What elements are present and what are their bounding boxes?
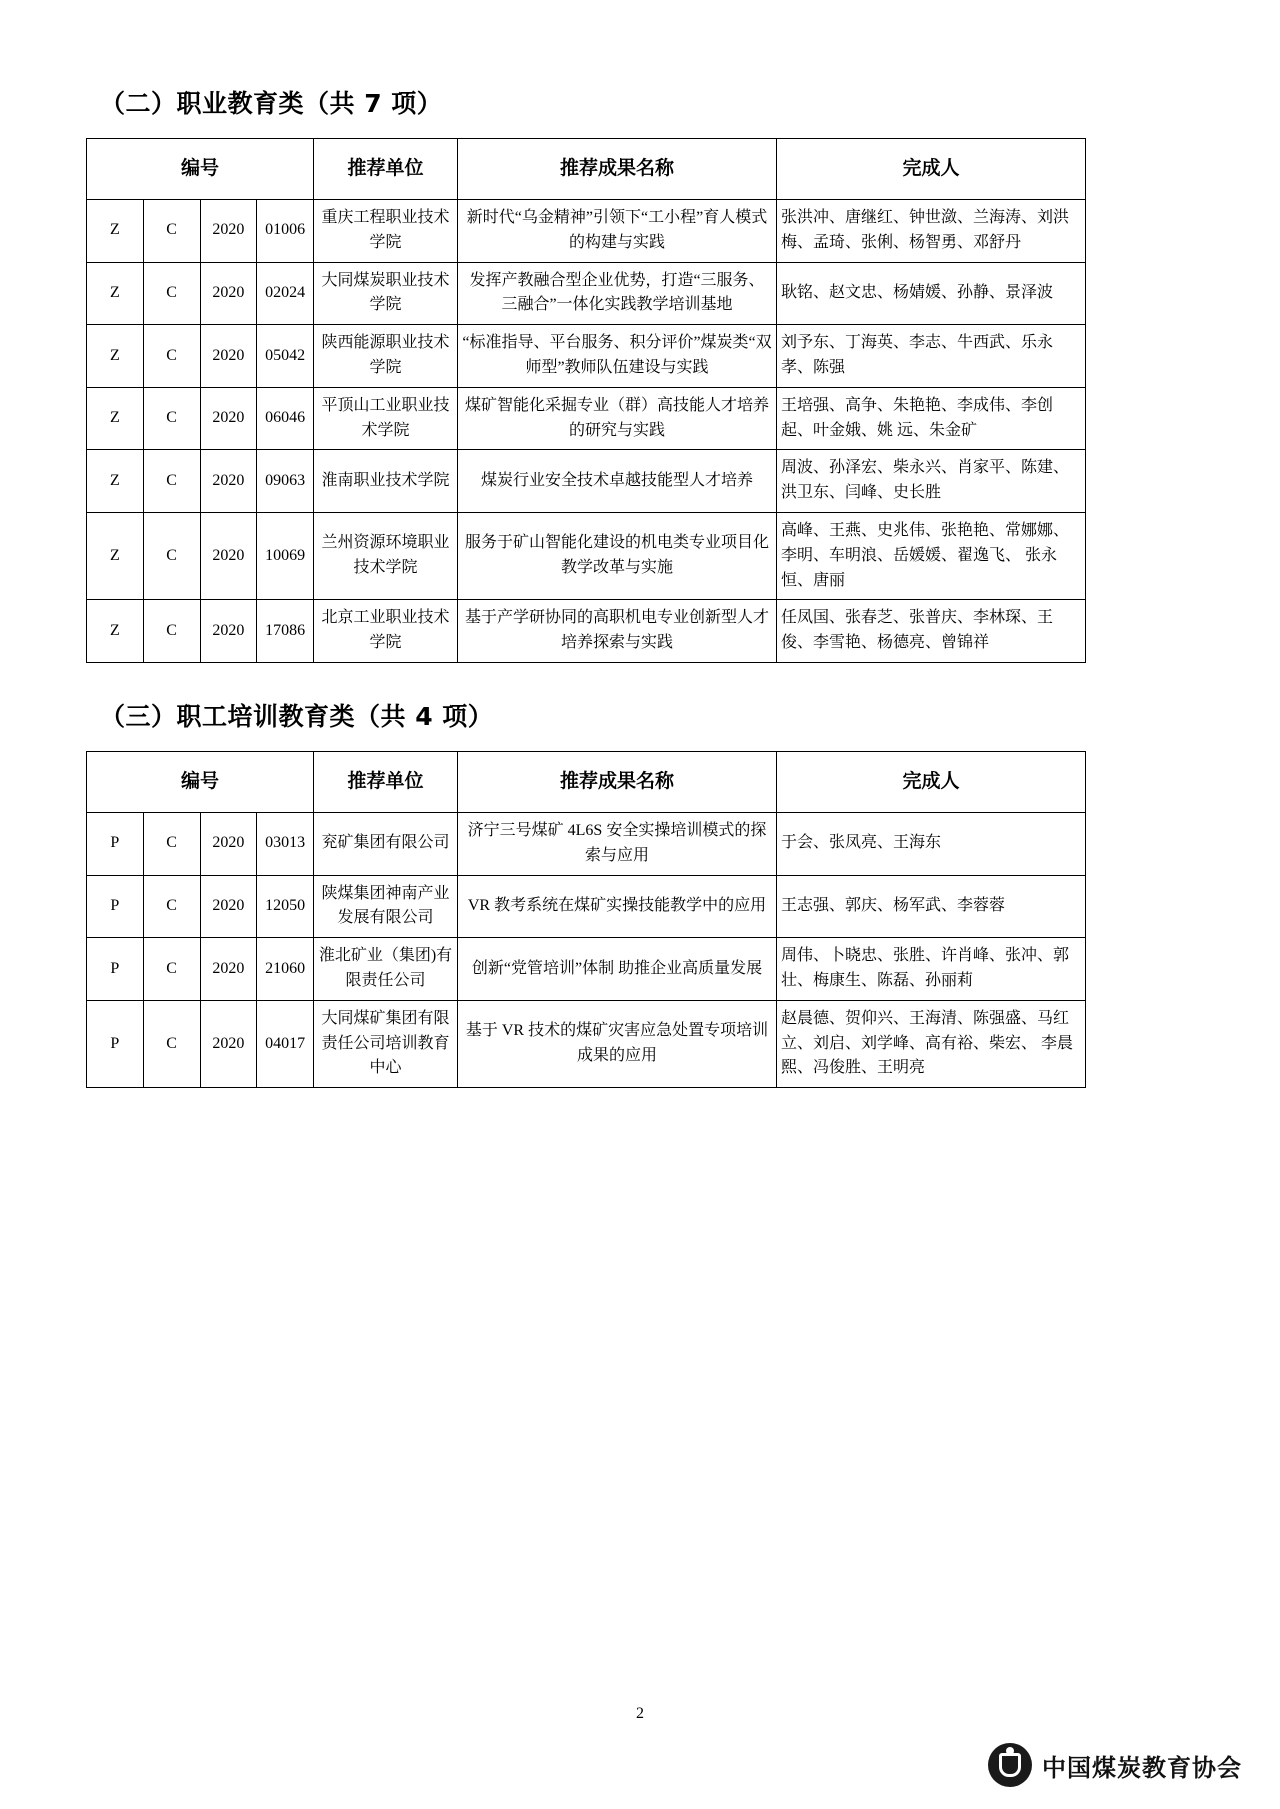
cell-year: 2020 (200, 1000, 257, 1087)
cell-number: 05042 (257, 325, 314, 388)
cell-category: C (143, 387, 200, 450)
cell-title: 济宁三号煤矿 4L6S 安全实操培训模式的探索与应用 (458, 812, 777, 875)
cell-year: 2020 (200, 387, 257, 450)
cell-people: 张洪冲、唐继红、钟世潋、兰海涛、刘洪梅、孟琦、张俐、杨智勇、邓舒丹 (777, 200, 1086, 263)
cell-people: 刘予东、丁海英、李志、牛西武、乐永孝、陈强 (777, 325, 1086, 388)
cell-title: 创新“党管培训”体制 助推企业高质量发展 (458, 938, 777, 1001)
cell-number: 17086 (257, 600, 314, 663)
wechat-account-logo-icon (988, 1743, 1032, 1787)
cell-people: 高峰、王燕、史兆伟、张艳艳、常娜娜、李明、车明浪、岳媛媛、翟逸飞、 张永恒、唐丽 (777, 512, 1086, 599)
cell-prefix: P (87, 938, 144, 1001)
cell-unit: 大同煤矿集团有限责任公司培训教育中心 (314, 1000, 458, 1087)
table-row (87, 875, 1086, 938)
cell-category: C (143, 600, 200, 663)
cell-people: 周波、孙泽宏、柴永兴、肖家平、陈建、洪卫东、闫峰、史长胜 (777, 450, 1086, 513)
cell-year: 2020 (200, 325, 257, 388)
cell-prefix: Z (87, 600, 144, 663)
column-header-title: 推荐成果名称 (458, 139, 777, 200)
cell-title: 服务于矿山智能化建设的机电类专业项目化教学改革与实施 (458, 512, 777, 599)
cell-unit: 重庆工程职业技术学院 (314, 200, 458, 263)
cell-prefix: Z (87, 262, 144, 325)
cell-unit: 兰州资源环境职业技术学院 (314, 512, 458, 599)
cell-unit: 北京工业职业技术学院 (314, 600, 458, 663)
cell-title: 新时代“乌金精神”引领下“工小程”育人模式的构建与实践 (458, 200, 777, 263)
cell-people: 赵晨德、贺仰兴、王海清、陈强盛、马红立、刘启、刘学峰、高有裕、柴宏、 李晨熙、冯俊胜、王明亮 (777, 1000, 1086, 1087)
table-header-row (87, 751, 1086, 812)
cell-prefix: Z (87, 387, 144, 450)
cell-prefix: P (87, 1000, 144, 1087)
column-header-unit: 推荐单位 (314, 139, 458, 200)
cell-category: C (143, 512, 200, 599)
cell-category: C (143, 812, 200, 875)
cell-title: 发挥产教融合型企业优势，打造“三服务、三融合”一体化实践教学培训基地 (458, 262, 777, 325)
column-header-code: 编号 (87, 139, 314, 200)
table-row (87, 262, 1086, 325)
cell-unit: 陕西能源职业技术学院 (314, 325, 458, 388)
cell-prefix: Z (87, 512, 144, 599)
cell-number: 12050 (257, 875, 314, 938)
cell-unit: 兖矿集团有限公司 (314, 812, 458, 875)
cell-number: 10069 (257, 512, 314, 599)
cell-category: C (143, 875, 200, 938)
cell-number: 06046 (257, 387, 314, 450)
vocational-education-table (86, 138, 1086, 663)
table-row (87, 450, 1086, 513)
cell-prefix: P (87, 875, 144, 938)
cell-category: C (143, 1000, 200, 1087)
cell-title: 基于 VR 技术的煤矿灾害应急处置专项培训成果的应用 (458, 1000, 777, 1087)
cell-number: 01006 (257, 200, 314, 263)
cell-prefix: Z (87, 325, 144, 388)
cell-unit: 淮北矿业（集团)有限责任公司 (314, 938, 458, 1001)
column-header-unit: 推荐单位 (314, 751, 458, 812)
cell-year: 2020 (200, 200, 257, 263)
cell-title: VR 教考系统在煤矿实操技能教学中的应用 (458, 875, 777, 938)
column-header-people: 完成人 (777, 751, 1086, 812)
cell-number: 02024 (257, 262, 314, 325)
cell-title: 煤矿智能化采掘专业（群）高技能人才培养的研究与实践 (458, 387, 777, 450)
table-row (87, 387, 1086, 450)
section-heading-staff-training: （三）职工培训教育类（共 4 项） (100, 701, 494, 731)
cell-people: 任凤国、张春芝、张普庆、李林琛、王俊、李雪艳、杨德亮、曾锦祥 (777, 600, 1086, 663)
cell-prefix: Z (87, 450, 144, 513)
cell-people: 耿铭、赵文忠、杨婧媛、孙静、景泽波 (777, 262, 1086, 325)
cell-year: 2020 (200, 600, 257, 663)
cell-people: 于会、张凤亮、王海东 (777, 812, 1086, 875)
cell-number: 09063 (257, 450, 314, 513)
footer-brand (988, 1743, 1242, 1787)
table-row (87, 200, 1086, 263)
cell-category: C (143, 325, 200, 388)
cell-unit: 陕煤集团神南产业发展有限公司 (314, 875, 458, 938)
cell-title: 煤炭行业安全技术卓越技能型人才培养 (458, 450, 777, 513)
table-row (87, 1000, 1086, 1087)
cell-unit: 大同煤炭职业技术学院 (314, 262, 458, 325)
cell-number: 21060 (257, 938, 314, 1001)
cell-year: 2020 (200, 875, 257, 938)
cell-unit: 平顶山工业职业技术学院 (314, 387, 458, 450)
cell-year: 2020 (200, 450, 257, 513)
cell-people: 王志强、郭庆、杨军武、李蓉蓉 (777, 875, 1086, 938)
cell-title: “标准指导、平台服务、积分评价”煤炭类“双师型”教师队伍建设与实践 (458, 325, 777, 388)
cell-prefix: P (87, 812, 144, 875)
staff-training-table (86, 751, 1086, 1088)
table-row (87, 812, 1086, 875)
cell-year: 2020 (200, 262, 257, 325)
table-row (87, 600, 1086, 663)
table-row (87, 938, 1086, 1001)
cell-year: 2020 (200, 938, 257, 1001)
cell-category: C (143, 200, 200, 263)
cell-year: 2020 (200, 512, 257, 599)
column-header-people: 完成人 (777, 139, 1086, 200)
cell-year: 2020 (200, 812, 257, 875)
cell-category: C (143, 450, 200, 513)
table-row (87, 512, 1086, 599)
cell-people: 王培强、高争、朱艳艳、李成伟、李创起、叶金娥、姚 远、朱金矿 (777, 387, 1086, 450)
cell-number: 03013 (257, 812, 314, 875)
column-header-title: 推荐成果名称 (458, 751, 777, 812)
cell-category: C (143, 938, 200, 1001)
cell-people: 周伟、卜晓忠、张胜、许肖峰、张冲、郭壮、梅康生、陈磊、孙丽莉 (777, 938, 1086, 1001)
page-number: 2 (636, 1705, 644, 1722)
cell-category: C (143, 262, 200, 325)
cell-unit: 淮南职业技术学院 (314, 450, 458, 513)
cell-number: 04017 (257, 1000, 314, 1087)
column-header-code: 编号 (87, 751, 314, 812)
section-heading-vocational: （二）职业教育类（共 7 项） (100, 89, 443, 118)
footer-brand-label: 中国煤炭教育协会 (1042, 1753, 1242, 1782)
table-row (87, 325, 1086, 388)
table-header-row (87, 139, 1086, 200)
cell-title: 基于产学研协同的高职机电专业创新型人才培养探索与实践 (458, 600, 777, 663)
cell-prefix: Z (87, 200, 144, 263)
